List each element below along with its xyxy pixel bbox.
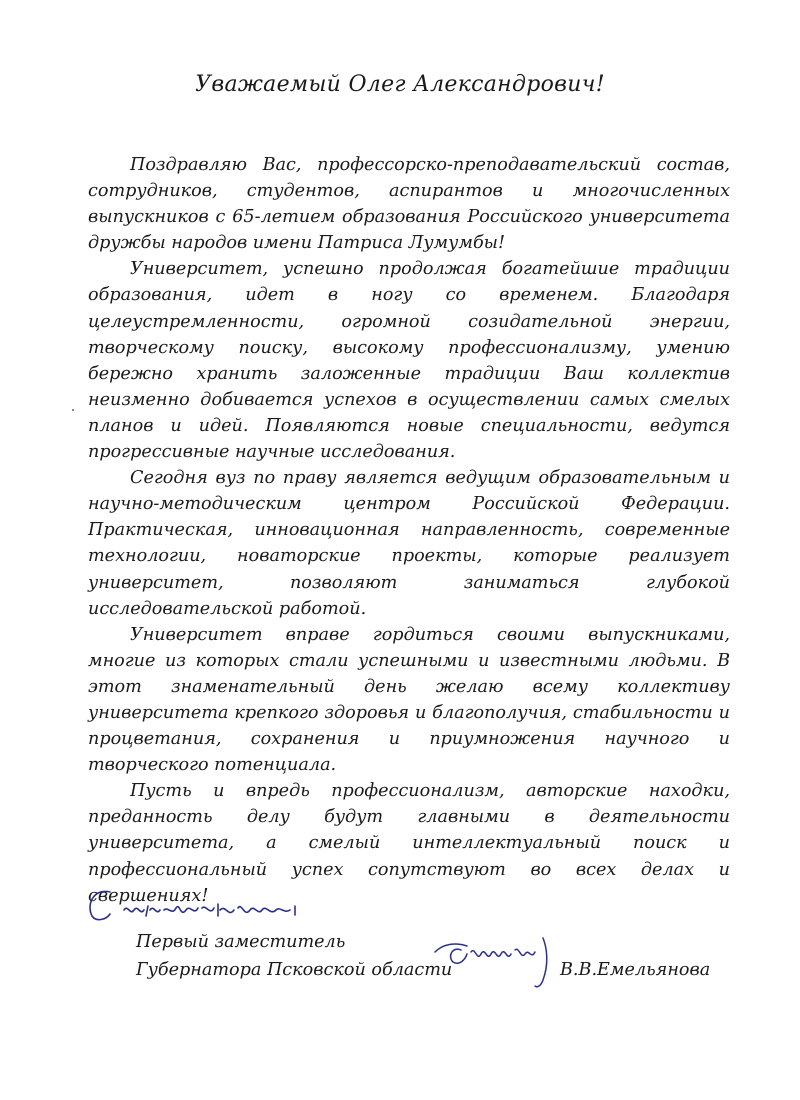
signature [425, 930, 560, 990]
signatory-title-line-1: Первый заместитель [136, 932, 346, 952]
paragraph-3: Сегодня вуз по праву является ведущим образовательным и научно-методическим центром Российской Федерации. Практическая, инновационная направленность, современные технологии, новаторские проекты, которые реализует университет, позволяют заниматься глубокой исследовательской работой. [88, 468, 730, 619]
signatory-title-line-2: Губернатора Псковской области [136, 960, 453, 980]
paragraph-1: Поздравляю Вас, профессорско-преподавательский состав, сотрудников, студентов, аспирантов и многочисленных выпускников с 65-летием образования Российского университета дружбы народов имени Патриса Лумумбы! [88, 155, 730, 254]
paragraph-5: Пусть и впредь профессионализм, авторские находки, преданность делу будут главными в деятельности университета, а смелый интеллектуальный поиск и профессиональный успех сопутствуют во всех делах и свершениях! [88, 781, 730, 906]
paragraph-4: Университет вправе гордиться своими выпускниками, многие из которых стали успешными и известными людьми. В этот знаменательный день желаю всему коллективу университета крепкого здоровья и благополучия, стабильности и процветания, сохранения и приумножения научного и творческого потенциала. [88, 624, 730, 776]
salutation: Уважаемый Олег Александрович! [195, 72, 605, 97]
paragraph-2: Университет, успешно продолжая богатейшие традиции образования, идет в ногу со временем. Благодаря целеустремленности, огромной созидательной энергии, творческому поиску, высокому профессионализму, умению бережно хранить заложенные традиции Ваш коллектив неизменно добивается успехов в осуществлении самых смелых планов и идей. Появляются новые специальности, ведутся прогрессивные научные исследования. [88, 259, 730, 463]
signatory-name: В.В.Емельянова [560, 960, 711, 980]
